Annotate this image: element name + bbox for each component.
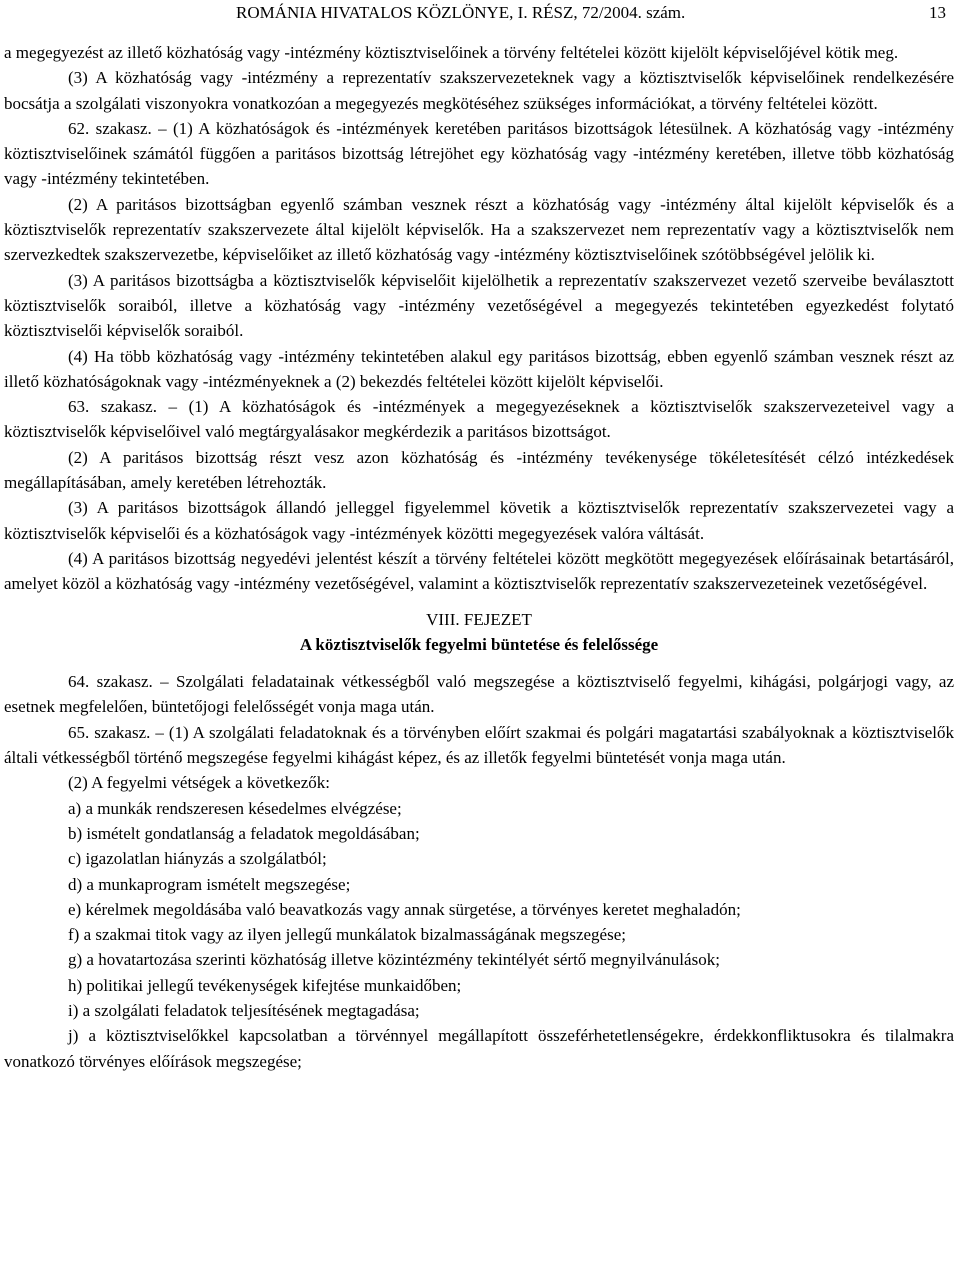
list-item: j) a köztisztviselőkkel kapcsolatban a törvénnyel megállapított összeférhetetlenségekre, érdekkonfliktusokra és tilalmakra vonatkozó törvényes előírások megszegése; <box>4 1026 954 1071</box>
paragraph: (3) A közhatóság vagy -intézmény a reprezentatív szakszervezeteknek vagy a köztisztviselők képviselőinek rendelkezésére bocsátja a szolgálati viszonyokra vonatkozóan a megegyezés megkötéséhez szükséges információkat, a törvény feltételei között. <box>4 68 954 113</box>
paragraphs-after-chapter <box>4 669 954 795</box>
list-item: a) a munkák rendszeresen késedelmes elvégzése; <box>68 798 402 818</box>
paragraph: (2) A fegyelmi vétségek a következők: <box>68 773 330 793</box>
paragraph: (2) A paritásos bizottságban egyenlő számban vesznek részt a közhatóság vagy -intézmény által kijelölt képviselők és a köztisztviselők reprezentatív szakszervezete által kijelölt képviselők. Ha a szakszervezet nem reprezentatív vagy a köztisztviselők nem szervezkedtek szakszervezetbe, képviselőiket az illető közhatóság vagy -intézmény köztisztviselőinek szótöbbségével jelölik ki. <box>4 194 954 265</box>
list-item: c) igazolatlan hiányzás a szolgálatból; <box>68 849 327 869</box>
paragraph: a megegyezést az illető közhatóság vagy -intézmény köztisztviselőinek a törvény feltételei között kijelölt képviselőjével kötik meg. <box>4 43 899 62</box>
paragraph: (4) A paritásos bizottság negyedévi jelentést készít a törvény feltételei között megkötött megegyezések előírásainak betartásáról, amelyet közöl a közhatóság vagy -intézmény vezetőségével, valamint a köztisztviselők reprezentatív szakszervezeteinek vezetőségével. <box>4 548 954 594</box>
list-item: b) ismételt gondatlanság a feladatok megoldásában; <box>68 823 420 843</box>
paragraph: (4) Ha több közhatóság vagy -intézmény tekintetében alakul egy paritásos bizottság, ebben egyenlő számban vesznek részt az illető közhatóságoknak vagy -intézményeknek a (2) bekezdés feltételei között kijelölt képviselői. <box>4 346 954 391</box>
paragraph: 65. szakasz. – (1) A szolgálati feladatoknak és a törvényben előírt szakmai és polgári magatartási szabályoknak a köztisztviselők általi vétkességből történő megszegése fegyelmi kihágást képez, és az illetők fegyelmi büntetését vonja maga után. <box>4 722 954 768</box>
violations-list <box>4 796 954 1074</box>
chapter-number: VIII. FEJEZET <box>426 609 532 629</box>
chapter-title: A köztisztviselők fegyelmi büntetése és felelőssége <box>299 634 659 654</box>
list-item: d) a munkaprogram ismételt megszegése; <box>68 874 351 894</box>
list-item: i) a szolgálati feladatok teljesítésének megtagadása; <box>68 1000 420 1020</box>
paragraph: 63. szakasz. – (1) A közhatóságok és -intézmények a megegyezéseknek a köztisztviselők szakszervezeteivel vagy a köztisztviselők képviselőivel való megtárgyalásakor megkérdezik a paritásos bizottságot. <box>4 397 954 442</box>
list-item: g) a hovatartozása szerinti közhatóság illetve közintézmény tekintélyét sértő megnyilvánulások; <box>68 950 720 970</box>
page-number: 13 <box>929 3 946 22</box>
list-item: h) politikai jellegű tevékenységek kifejtése munkaidőben; <box>68 975 462 995</box>
paragraph: 64. szakasz. – Szolgálati feladatainak vétkességből való megszegése a köztisztviselő fegyelmi, kihágási, polgárjogi vagy, az esetnek megfelelően, büntetőjogi felelősségét vonja maga után. <box>4 672 954 717</box>
document-body <box>4 40 954 1074</box>
list-item: f) a szakmai titok vagy az ilyen jellegű munkálatok bizalmasságának megszegése; <box>68 925 626 945</box>
list-item: e) kérelmek megoldásába való beavatkozás vagy annak sürgetése, a törvényes keretet meghaladón; <box>68 899 741 919</box>
page-header <box>4 0 954 25</box>
paragraph: (2) A paritásos bizottság részt vesz azon közhatóság és -intézmény tevékenysége tökéletesítését célzó intézkedések megállapításában, amely keretében létrehozták. <box>4 447 954 493</box>
publication-title: ROMÁNIA HIVATALOS KÖZLÖNYE, I. RÉSZ, 72/2004. szám. <box>236 3 686 22</box>
paragraph: 62. szakasz. – (1) A közhatóságok és -intézmények keretében paritásos bizottságok létesülnek. A közhatóság vagy -intézmény köztisztviselőinek számától függően a paritásos bizottság létrejöhet egy közhatóság vagy -intézmény keretében, illetve több közhatóság vagy -intézmény tekintetében. <box>4 118 954 189</box>
paragraph: (3) A paritásos bizottságba a köztisztviselők képviselőit kijelölhetik a reprezentatív szakszervezet vezető szerveibe beválasztott köztisztviselők soraiból, illetve a közhatóság vagy -intézmény vezetőségével a megegyezés tekintetében egyezkedést folytató köztisztviselői képviselők soraiból. <box>4 270 954 341</box>
chapter-heading <box>4 607 954 658</box>
paragraph: (3) A paritásos bizottságok állandó jelleggel figyelemmel követik a köztisztviselők reprezentatív szakszervezetei vagy a köztisztviselők képviselői és a közhatóságok vagy -intézmények közötti megegyezések valóra váltását. <box>4 498 954 543</box>
paragraphs-before-chapter <box>4 40 954 597</box>
